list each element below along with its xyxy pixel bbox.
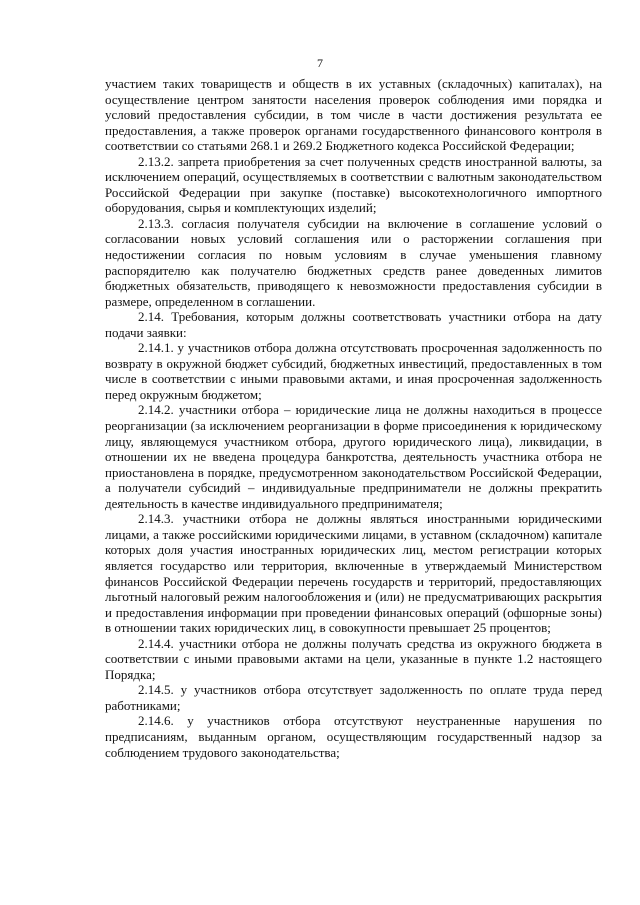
- paragraph-2-14-3: 2.14.3. участники отбора не должны являться иностранными юридическими лицами, а также российскими юридическими лицами, в уставном (складочном) капитале которых доля участия иностранных юридических лиц, местом регистрации которых является государство или территория, включенные в утверждаемый Министерством финансов Российской Федерации перечень государств и территорий, предоставляющих льготный налоговый режим налогообложения и (или) не предусматривающих раскрытия и предоставления информации при проведении финансовых операций (офшорные зоны) в отношении таких юридических лиц, в совокупности превышает 25 процентов;: [105, 511, 602, 636]
- paragraph-2-14-2: 2.14.2. участники отбора – юридические лица не должны находиться в процессе реорганизации (за исключением реорганизации в форме присоединения к юридическому лицу, являющемуся участником отбора, другого юридического лица), ликвидации, в отношении их не введена процедура банкротства, деятельность участника отбора не приостановлена в порядке, предусмотренном законодательством Российской Федерации, а получатели субсидий – индивидуальные предприниматели не должны прекратить деятельность в качестве индивидуального предпринимателя;: [105, 402, 602, 511]
- paragraph-2-14: 2.14. Требования, которым должны соответствовать участники отбора на дату подачи заявки:: [105, 309, 602, 340]
- paragraph-2-13-3: 2.13.3. согласия получателя субсидии на включение в соглашение условий о согласовании новых условий соглашения или о расторжении соглашения при недостижении согласия по новым условиям в случае уменьшения главному распорядителю как получателю бюджетных средств ранее доведенных лимитов бюджетных обязательств, приводящего к невозможности предоставления субсидии в размере, определенном в соглашении.: [105, 215, 602, 309]
- page-number: 7: [317, 56, 323, 70]
- paragraph-2-14-6: 2.14.6. у участников отбора отсутствуют неустраненные нарушения по предписаниям, выданным органом, осуществляющим государственный надзор за соблюдением трудового законодательства;: [105, 713, 602, 760]
- paragraph-2-14-5: 2.14.5. у участников отбора отсутствует задолженность по оплате труда перед работниками;: [105, 682, 602, 713]
- paragraph-2-14-1: 2.14.1. у участников отбора должна отсутствовать просроченная задолженность по возврату в окружной бюджет субсидий, бюджетных инвестиций, предоставленных в том числе в соответствии с иными правовыми актами, и иная просроченная задолженность перед окружным бюджетом;: [105, 340, 602, 402]
- document-body: [105, 76, 602, 760]
- paragraph-continuation: участием таких товариществ и обществ в их уставных (складочных) капиталах), на осуществление центром занятости населения проверок соблюдения ими порядка и условий предоставления субсидии, в том числе в части достижения результата ее предоставления, а также проверок органами государственного финансового контроля в соответствии со статьями 268.1 и 269.2 Бюджетного кодекса Российской Федерации;: [105, 76, 602, 154]
- paragraph-2-13-2: 2.13.2. запрета приобретения за счет полученных средств иностранной валюты, за исключением операций, осуществляемых в соответствии с валютным законодательством Российской Федерации при закупке (поставке) высокотехнологичного импортного оборудования, сырья и комплектующих изделий;: [105, 153, 602, 216]
- paragraph-2-14-4: 2.14.4. участники отбора не должны получать средства из окружного бюджета в соответствии с иными правовыми актами на цели, указанные в пункте 1.2 настоящего Порядка;: [105, 635, 602, 682]
